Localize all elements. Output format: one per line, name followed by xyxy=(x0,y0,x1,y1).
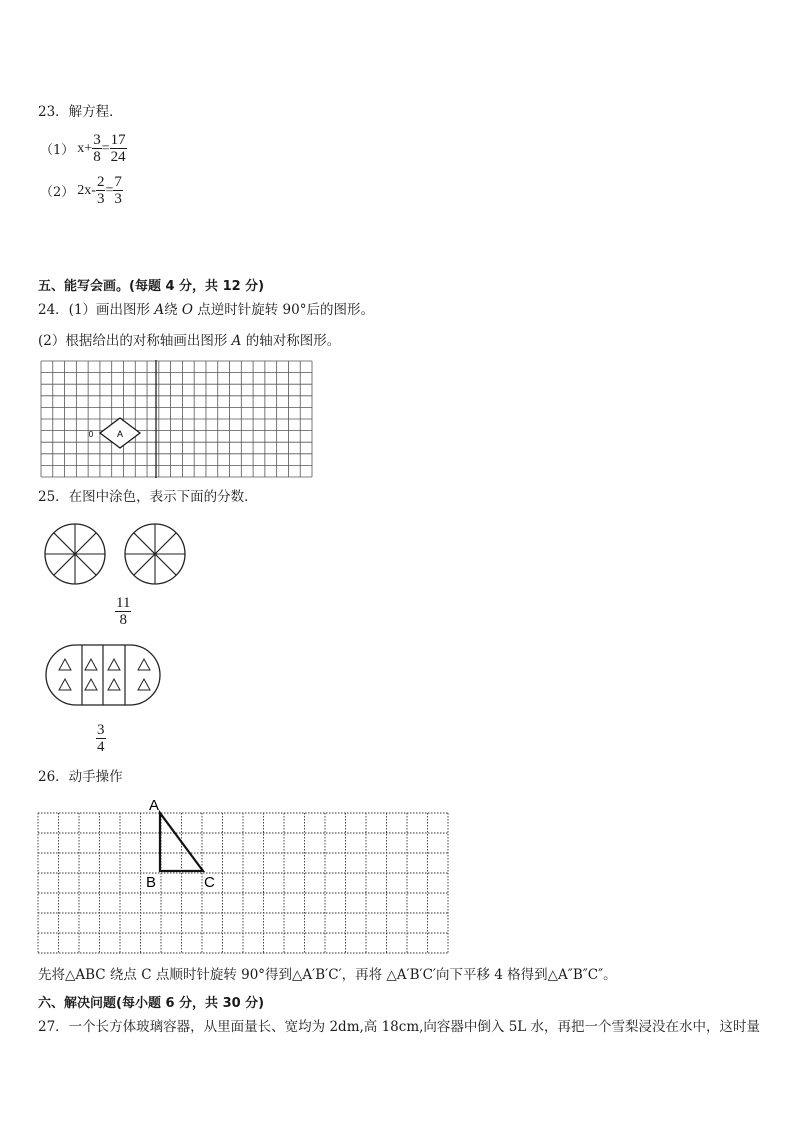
equation-2 xyxy=(40,174,123,207)
shape-a-label: A xyxy=(116,429,124,439)
fraction-numerator: 17 xyxy=(110,132,126,148)
section-5-heading: 五、能写会画。(每题 4 分，共 12 分) xyxy=(38,279,265,294)
q24-grid-figure xyxy=(40,360,315,480)
q24-text: 24．(1）画出图形 xyxy=(38,302,155,318)
fraction-denominator: 3 xyxy=(114,191,122,207)
q24-text: 点逆时针旋转 90°后的图形。 xyxy=(192,302,374,318)
equals-sign: = xyxy=(101,140,110,156)
q24-text: 绕 xyxy=(164,302,182,318)
fraction-numerator: 3 xyxy=(97,722,105,738)
q24-variable: A xyxy=(231,333,242,349)
equation-2-fraction-left xyxy=(96,174,106,207)
q26-dotted-grid xyxy=(38,813,448,953)
vertex-c-label: C xyxy=(204,874,215,891)
q24-text: 的轴对称图形。 xyxy=(241,333,341,349)
equation-2-lhs: 2x- xyxy=(77,182,96,198)
vertex-a-label: A xyxy=(149,797,160,814)
fraction-numerator: 3 xyxy=(93,132,101,148)
equation-1 xyxy=(40,132,127,165)
equation-1-lhs: x+ xyxy=(77,140,93,156)
q26-instruction: 先将△ABC 绕点 C 点顺时针旋转 90°得到△A′B′C′，再将 △A′B′C′向下平移 4 格得到△A″B″C″。 xyxy=(38,967,617,983)
q24-variable: A xyxy=(154,302,165,318)
fraction-three-quarters xyxy=(96,722,106,755)
q24-grid xyxy=(41,361,312,477)
q24-line-2 xyxy=(38,332,340,350)
fraction-eleven-eighths xyxy=(115,595,131,628)
equals-sign: = xyxy=(105,182,114,198)
vertex-b-label: B xyxy=(146,874,157,891)
section-6-heading: 六、解决问题(每小题 6 分，共 30 分) xyxy=(38,996,265,1011)
equation-1-fraction-left xyxy=(92,132,102,165)
q24-variable: O xyxy=(181,302,193,318)
q23-title: 23．解方程． xyxy=(38,104,123,120)
fraction-denominator: 8 xyxy=(119,612,127,628)
fraction-denominator: 3 xyxy=(96,191,105,207)
fraction-numerator: 7 xyxy=(114,174,122,190)
equation-2-fraction-right xyxy=(113,174,123,207)
circle-2-eighths xyxy=(125,524,185,584)
equation-1-label: （1） xyxy=(40,143,75,158)
fraction-denominator: 8 xyxy=(93,149,101,165)
fraction-denominator: 24 xyxy=(110,149,126,165)
circle-1-eighths xyxy=(45,524,105,584)
point-o-label: 0 xyxy=(88,430,94,439)
equation-1-fraction-right xyxy=(110,132,127,165)
fraction-numerator: 11 xyxy=(116,595,131,611)
q25-circles xyxy=(44,523,194,585)
q24-line-1 xyxy=(38,301,374,319)
q25-stadium-shape xyxy=(45,643,163,707)
q26-grid-figure xyxy=(36,795,451,957)
q27-text: 27．一个长方体玻璃容器，从里面量长、宽均为 2dm,高 18cm,向容器中倒入 5L 水，再把一个雪梨浸没在水中，这时量 xyxy=(38,1019,761,1035)
q25-title: 25．在图中涂色，表示下面的分数． xyxy=(38,489,258,505)
q26-title: 26．动手操作 xyxy=(38,769,123,785)
q24-text: (2）根据给出的对称轴画出图形 xyxy=(38,333,232,349)
equation-2-label: （2） xyxy=(40,185,75,200)
fraction-denominator: 4 xyxy=(97,739,105,755)
fraction-numerator: 2 xyxy=(96,174,105,190)
